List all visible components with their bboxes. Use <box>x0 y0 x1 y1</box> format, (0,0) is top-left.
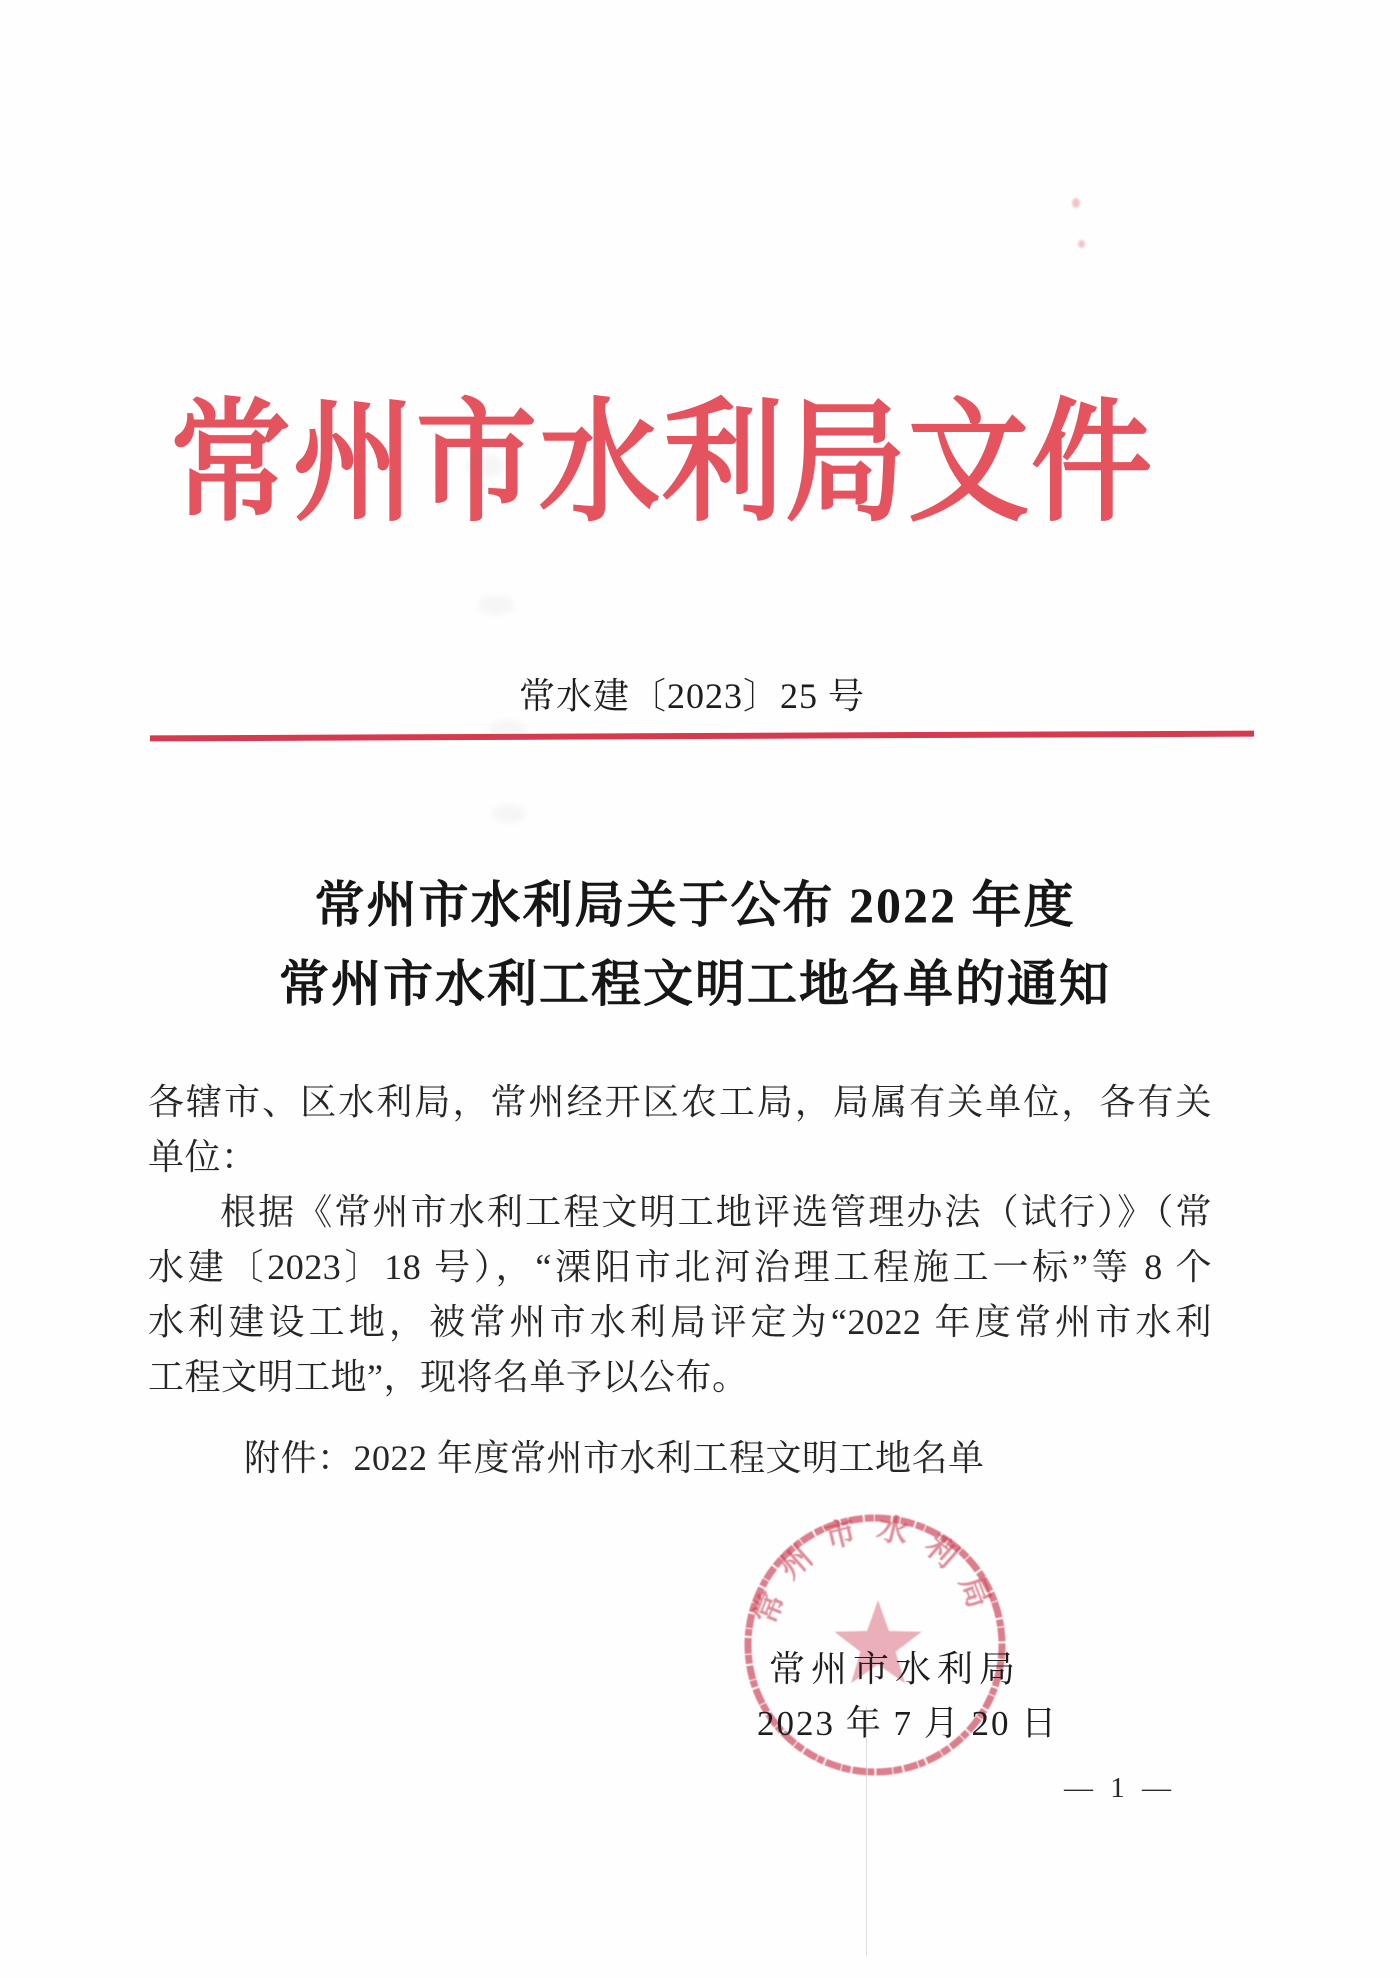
body-line-paragraph-2: 水建〔2023〕18 号），“溧阳市北河治理工程施工一标”等 8 个 <box>148 1247 1212 1287</box>
seal-arc-text: 常州市水利局 <box>746 1509 1004 1629</box>
body-line-salutation-1: 各辖市、区水利局，常州经开区农工局，局属有关单位，各有关 <box>148 1082 1212 1122</box>
notice-title-line-1: 常州市水利局关于公布 2022 年度 <box>314 877 1076 933</box>
body-line-paragraph-4: 工程文明工地”，现将名单予以公布。 <box>148 1357 749 1397</box>
notice-title-line-2: 常州市水利工程文明工地名单的通知 <box>279 956 1111 1012</box>
red-divider-rule <box>150 731 1254 742</box>
body-line-paragraph-1: 根据《常州市水利工程文明工地评选管理办法（试行）》（常 <box>220 1192 1212 1232</box>
scan-bleedthrough-smudge <box>488 720 526 740</box>
scan-bleedthrough-smudge <box>492 805 526 823</box>
notice-body <box>148 1075 1212 1405</box>
body-line-paragraph-3: 水利建设工地，被常州市水利局评定为“2022 年度常州市水利 <box>148 1302 1212 1342</box>
signature-date: 2023 年 7 月 20 日 <box>757 1704 1059 1743</box>
page-number: — 1 — <box>1064 1772 1176 1804</box>
scan-red-speck <box>1072 198 1080 208</box>
scan-red-speck <box>1078 240 1085 248</box>
scan-bleedthrough-smudge <box>478 595 514 615</box>
attachment-line: 附件：2022 年度常州市水利工程文明工地名单 <box>244 1438 985 1478</box>
scan-bleedthrough-smudge <box>465 455 505 477</box>
notice-title <box>0 866 1395 1024</box>
document-number: 常水建〔2023〕25 号 <box>518 676 865 716</box>
scan-fold-line <box>866 1706 867 1956</box>
signature-organization: 常州市水利局 <box>769 1649 1022 1689</box>
agency-header-title: 常州市水利局文件 <box>169 390 1154 539</box>
body-line-salutation-2: 单位： <box>148 1137 258 1177</box>
